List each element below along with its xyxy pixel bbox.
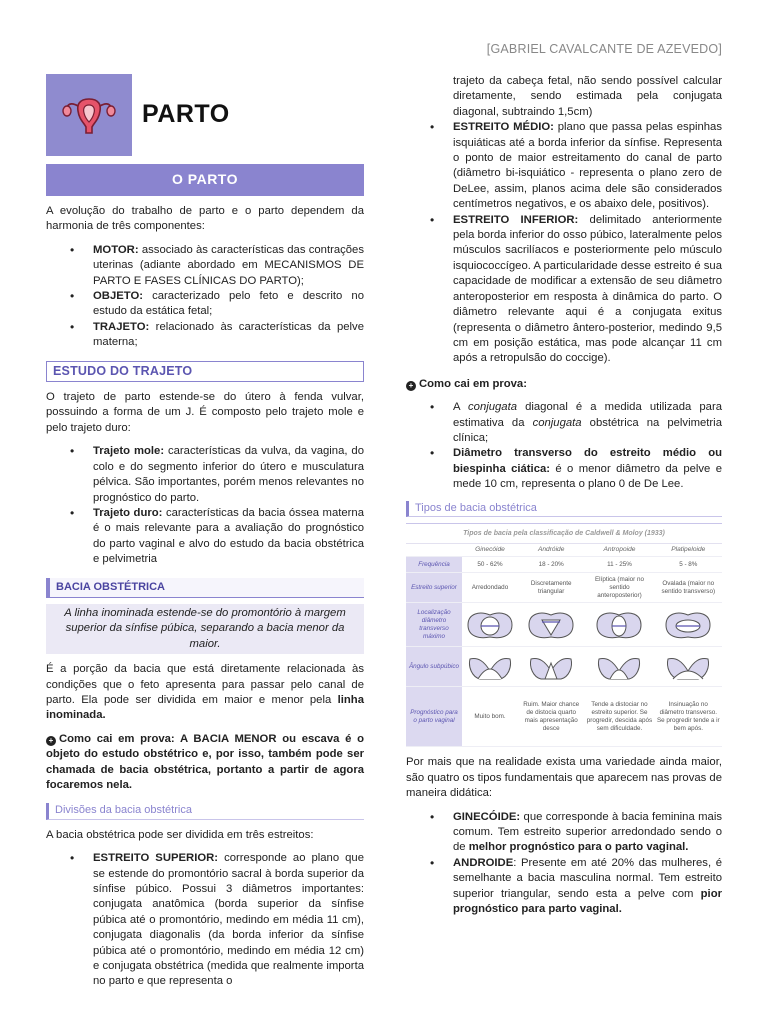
column-header: Antropoide — [584, 544, 654, 557]
exam-tip-list — [406, 400, 722, 492]
pelvis-table — [406, 544, 722, 747]
pelvis-inlet-android-icon — [525, 607, 577, 643]
right-column — [406, 74, 722, 917]
author-header: [GABRIEL CAVALCANTE DE AZEVEDO] — [486, 42, 722, 56]
table-row: Prognóstico para o parto vaginal Muito bom. Ruim. Maior chance de distocia quarto mais apresentação desce Tende a distociar no estreito superior. Se progredir, descida após sem dificuldade. Insinuação no diâmetro transverso. Se progredir tende a ir bem após. — [406, 687, 722, 747]
list-continuation: trajeto da cabeça fetal, não sendo possível calcular diretamente, sendo estimada pela conjugata diagonal, subtraindo 1,5cm) — [453, 75, 722, 118]
types-paragraph: Por mais que na realidade exista uma variedade ainda maior, são quatro os tipos fundamentais que aparecem nas provas de maneira didática: — [406, 756, 722, 800]
column-header: Platipeloide — [655, 544, 722, 557]
title-row — [46, 74, 364, 156]
pelvis-inlet-gynecoid-icon — [464, 607, 516, 643]
plus-circle-icon: + — [46, 736, 56, 746]
subpubic-angle-wide-icon — [464, 649, 516, 685]
list-item: • Trajeto duro: características da bacia óssea materna é o mais relevante para a avaliação do prognóstico do parto vaginal e alvo do estudo da bacia obstétrica e pelvimetria — [46, 506, 364, 568]
list-item: • MOTOR: associado às características das contrações uterinas (adiante abordado em MECANISMOS DE PARTO E FASES CLÍNICAS DO PARTO); — [46, 243, 364, 289]
table-corner — [406, 544, 462, 557]
exam-tip: + Como cai em prova: A BACIA MENOR ou escava é o objeto do estudo obstétrico e, por isso, também pode ser chamada de bacia obstétrica, portanto a partir de agora focaremos nela. — [46, 732, 364, 791]
section-heading-trajeto: ESTUDO DO TRAJETO — [46, 361, 364, 382]
column-header: Andróide — [518, 544, 584, 557]
tipos-heading: Tipos de bacia obstétrica — [406, 501, 722, 517]
pelvis-inlet-anthropoid-icon — [593, 607, 645, 643]
table-row: Estreito superior Arredondado Discretamente triangular Elíptica (maior no sentido anteroposterior) Ovalada (maior no sentido transverso) — [406, 573, 722, 603]
list-item: • A conjugata diagonal é a medida utilizada para estimativa da conjugata obstétrica na pelvimetria clínica; — [406, 400, 722, 446]
list-item: • Diâmetro transverso do estreito médio ou biespinha ciática: é o menor diâmetro da pelve e mede 10 cm, representa o plano 0 de De Lee. — [406, 446, 722, 492]
list-item: • ANDROIDE: Presente em até 20% das mulheres, é semelhante a bacia masculina normal. Tem estreito superior triangular, sendo esta a pelve com pior prognóstico para parto vaginal. — [406, 856, 722, 918]
table-row: Ângulo subpúbico — [406, 647, 722, 687]
subpubic-angle-very-wide-icon — [662, 649, 714, 685]
estreitos-list-left — [46, 851, 364, 990]
components-list — [46, 243, 364, 351]
section-banner: O PARTO — [46, 164, 364, 196]
exam-tip-heading: + Como cai em prova: — [406, 377, 722, 392]
subpubic-angle-narrow-icon — [525, 649, 577, 685]
list-item: • ESTREITO INFERIOR: delimitado anteriormente pela borda inferior do osso púbico, lateralmente pelos músculos sacrilíacos e posteriormente pelo músculo isquiococcígeo. A particularidade desse estreito é sua capacidade de modificar a extensão de seu diâmetro anteroposterior em resposta à dinâmica do parto. O diâmetro relevante aqui é a conjugata exitus (representa o diâmetro ântero-posterior, medindo 9,5 cm em posição estática, mas pode alcançar 11 cm após a retropulsão do coccige). — [406, 213, 722, 367]
figure-title: Tipos de bacia pela classificação de Caldwell & Moloy (1933) — [406, 524, 722, 544]
pelvis-types-figure — [406, 523, 722, 747]
trajetos-list — [46, 444, 364, 567]
uterus-icon — [61, 93, 117, 137]
bacia-paragraph: É a porção da bacia que está diretamente relacionada às condições que o feto apresenta para passar pelo canal de parto. Ela pode ser dividida em maior e menor pela linha inominada. — [46, 663, 364, 722]
list-item: • OBJETO: caracterizado pelo feto e descrito no estudo da estática fetal; — [46, 289, 364, 320]
divisoes-paragraph: A bacia obstétrica pode ser dividida em três estreitos: — [46, 828, 314, 841]
plus-circle-icon: + — [406, 381, 416, 391]
intro-paragraph: A evolução do trabalho de parto e o parto dependem da harmonia de três componentes: — [46, 205, 364, 233]
divisoes-heading: Divisões da bacia obstétrica — [46, 803, 364, 819]
list-item: • TRAJETO: relacionado às características da pelve materna; — [46, 320, 364, 351]
list-item: • GINECÓIDE: que corresponde à bacia feminina mais comum. Tem estreito superior arredondado sendo o de melhor prognóstico para o parto vaginal. — [406, 810, 722, 856]
pelvis-inlet-platypelloid-icon — [662, 607, 714, 643]
column-header: Ginecóide — [462, 544, 518, 557]
left-column — [46, 74, 364, 990]
list-item: • Trajeto mole: características da vulva, da vagina, do colo e do segmento inferior do útero e musculatura pélvica. São importantes, porém menos relevantes no prognóstico do parto. — [46, 444, 364, 506]
page-title: PARTO — [142, 100, 230, 129]
trajeto-paragraph: O trajeto de parto estende-se do útero à fenda vulvar, possuindo a forma de um J. É composto pelo trajeto mole e pelo trajeto duro: — [46, 391, 364, 434]
highlight-quote: A linha inominada estende-se do promontório à margem superior da sínfise púbica, separando a bacia menor da maior. — [46, 604, 364, 654]
list-item: • ESTREITO SUPERIOR: corresponde ao plano que se estende do promontório sacral à borda superior da sínfise púbico. Possui 3 diâmetros importantes: conjugata anatômica (borda superior da sínfise púbica até o promontório, medindo em média 11 cm), conjugata diagonalis (da borda inferior da sínfise púbica até o promontório, medindo em média 12 cm) e conjugata obstétrica (medida que realmente importa no parto e que representa o — [46, 851, 364, 990]
list-item: • ESTREITO MÉDIO: plano que passa pelas espinhas isquiáticas até a borda inferior da sínfise. Representa o ponto de maior estreitamento do canal de parto (diâmetro bi-isquiático - representa o plano zero de DeLee, assim, planos acima dele são considerados centímetros negativos, e os abaixo dele, positivos). — [406, 120, 722, 212]
subsection-heading-bacia: BACIA OBSTÉTRICA — [46, 578, 364, 598]
uterus-logo — [46, 74, 132, 156]
table-row: Localização diâmetro transverso máximo — [406, 603, 722, 647]
table-row: Frequência 50 - 62% 18 - 20% 11 - 25% 5 - 8% — [406, 557, 722, 573]
subpubic-angle-medium-icon — [593, 649, 645, 685]
continuation-list — [406, 74, 722, 367]
types-list — [406, 810, 722, 918]
